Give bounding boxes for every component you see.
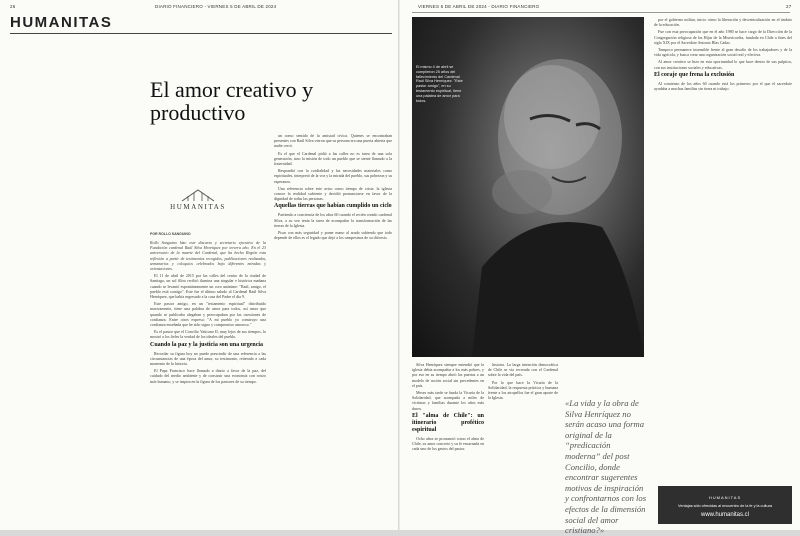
folio-header-right: VIERNES 5 DE ABRIL DE 2024 - DIARIO FINANCIERO [418, 4, 540, 9]
body-paragraph: Fue con esta preocupación que en el año 1980 se hace cargo de la Dirección de la Congregación religiosa de las Hijas de la Misericordia, fundada en Chile a fines del siglo XIX por el Sacerdote Antonio Blas Cañas. [654, 29, 792, 45]
emblem-icon [178, 188, 218, 202]
body-paragraph: Por lo que hace la Vicaría de la Solidaridad, la respuesta práctica y humana frente a los atropellos fue el gran aporte de la Iglesia. [488, 379, 558, 401]
body-paragraph: Es el pastor que el Concilio Vaticano II, muy lejos de sus tiempos, lo mostró a los fieles la verdad de los ideales del pueblo. [150, 329, 266, 340]
body-paragraph: Es el que el Cardenal pidió a las calles no es tarea de una sola generación, sino la misión de todo un pueblo que se siente llamado a la fraternidad. [274, 150, 392, 167]
byline: POR ROLLO SANGUINO [150, 232, 191, 236]
pull-quote: «La vida y la obra de Silva Henríquez no serán acaso una forma original de la “predicación moderna” del post Concilio, donde encontrar sugerentes motivos de inspiración y confrontarnos con los efectos de la dimensión social del amor cristiano?» [565, 398, 647, 536]
cardinal-portrait-photo [412, 17, 644, 357]
body-paragraph: Silva Henríquez siempre entendió que la iglesia debía acompañar a los más pobres, y por eso en su tiempo abrió las puertas a un modelo de acción social sin precedentes en el país. [412, 362, 484, 388]
subheading: El "alma de Chile": un itinerario profético espiritual [412, 412, 484, 433]
page-number-right: 27 [786, 4, 792, 9]
body-paragraph: Pisar con más seguridad y poner mano al arado sabiendo que todo depende de ellos es el legado que dejó a los campesinos de su diócesis. [274, 230, 392, 241]
banner-tagline: Ventajas sólo ofrecidas al encuentro de la fe y la cultura [678, 504, 772, 508]
subheading: Aquellas tierras que habían cumplido un ciclo [274, 203, 392, 210]
body-paragraph: Al amor creativo se hizo en esta oportunidad lo que hace dentro de sus pulpitos, con sus instituciones sociales y educativas. [654, 59, 792, 70]
body-paragraph: El 11 de abril de 2015 por las calles del centro de la ciudad de Santiago, un sol filtro recibió ilumina una singular e histórica mañana cuando se levantó espontáneamente un coro unánime: "Raúl, amigo, el pueblo está contigo". Este fue el último saludo al Cardenal Raúl Silva Henríquez, que había regresado a la casa del Padre el día 9. [150, 273, 266, 300]
logo-text: HUMANITAS [170, 203, 226, 211]
body-paragraph: Este pastor amigo, en un "testamento espiritual" distribuido masivamente, tiene una palabra de amor para todos, así amor que quando se publicaba alegaban y preocupaban por las cuestiones de confianza. Entre otros expresa: "A mí pueblo yo construyo una confianza enseñada que he sido signo y compromiso amoroso." [150, 301, 266, 328]
folio-header-left: DIARIO FINANCIERO - VIERNES 5 DE ABRIL DE 2024 [155, 4, 277, 9]
page-number-left: 26 [10, 4, 16, 9]
body-paragraph: Una referencia sobre este aviso como tiempo de crisis: la iglesia conoce la realidad sufriente y decidió pronunciarse en favor de la dignidad de todas las personas. [274, 185, 392, 202]
body-paragraph: Al comienzo de los años 60 cuando está los primeros por el que el sacerdote ayudaba a muchas familias sin tierra ni trabajo. [654, 80, 792, 92]
banner-url[interactable]: www.humanitas.cl [700, 512, 750, 518]
left-page [0, 0, 400, 530]
body-paragraph: Ocho años se pronunció como el alma de Chile, su amor concreto y su fe encarnada en cada uno de los gestos del pastor. [412, 435, 484, 452]
body-paragraph: historia. La larga intención democrática de Chile se vio recreada con el Cardenal sobre la vida del país. [488, 362, 558, 378]
article-column-5 [654, 17, 792, 482]
body-paragraph: Meses más tarde se funda la Vicaría de la Solidaridad, que acompaña a miles de víctimas y familias durante los años más duros. [412, 390, 484, 411]
article-column-1 [150, 240, 266, 524]
banner-logo: HUMANITAS [708, 495, 742, 500]
article-column-2 [274, 133, 392, 524]
subheading: El coraje que frena la exclusión [654, 71, 735, 78]
body-paragraph: Partiendo a conciencia de los años 60 cuando el recién creado cardenal Silva, a su vez tenía la tarea de acompañar la transformación de las tierras de la Iglesia. [274, 212, 392, 228]
header-rule-right [412, 12, 790, 13]
photo-caption: El mismo 4 de abril se cumplieron 25 años del fallecimiento del Cardenal Raúl Silva Henríquez. "Este pastor amigo", en su testamento espiritual, tiene una palabra de amor para todos. [416, 65, 463, 103]
subheading: Cuando la paz y la justicia son una urgencia [150, 341, 264, 348]
body-paragraph: por el gobierno militar, inicio cómo la liberación y descentralización en el ámbito de la educación. [654, 17, 792, 28]
article-column-3 [412, 362, 484, 524]
article-title: El amor creativo y productivo [150, 77, 314, 125]
lead-paragraph: Rollo Sanguino hizo este discurso y secretario ejecutivo de la Fundación cardenal Raúl Silva Henríquez por tercera año. En el 23 aniversario de la muerte del Cardenal, que ha hecho Región esta reflexión a partir de testimonios recogidos, publicaciones realizadas, semanarios y coloquios celebrados bajo diferentes miradas y orientaciones. [150, 240, 266, 272]
body-paragraph: El Papa Francisco hace llamado a diario a favor de la paz, del cuidado del medio ambiente y de construir una economía con rostro más humano, y se inspira en la figura de los pastores de su tiempo. [150, 368, 266, 384]
body-paragraph: Respondió con la cordialidad y las necesidades materiales como espirituales, interpretó de la voz y la mirada del pueblo, sus pobrezas y su esperanza. [274, 168, 392, 184]
article-column-4 [488, 362, 558, 524]
header-rule [10, 33, 392, 34]
humanitas-banner [658, 486, 792, 524]
section-title: HUMANITAS [10, 14, 113, 31]
body-paragraph: Recordar su figura hoy no puede prescindir de una referencia a las circunstancias de una época del amor, su testimonio, reiterado a cada momento de la historia. [150, 350, 266, 367]
body-paragraph: un como sentido de la amistad cívica. Quienes se encontraban presentes con Raúl Silva vieron que su persona era una puerta abierta que nadie cerró. [274, 133, 392, 149]
humanitas-logo [162, 188, 234, 228]
body-paragraph: Tampoco permanece insensible frente al gran desafío de los trabajadores y de la vida agrícola, y busca crear una organización social real y efectiva. [654, 47, 792, 58]
